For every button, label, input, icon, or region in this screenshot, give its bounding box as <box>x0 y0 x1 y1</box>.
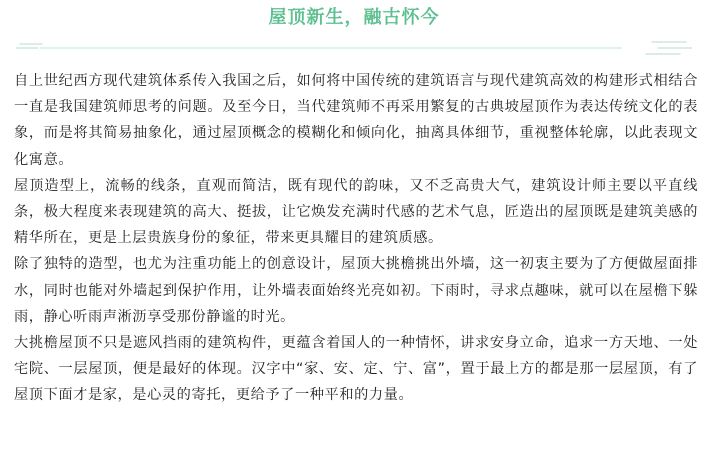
paragraph: 屋顶造型上，流畅的线条，直观而简洁，既有现代的韵味，又不乏高贵大气，建筑设计师主要以平直线条，极大程度来表现建筑的高大、挺拔，让它焕发充满时代感的艺术气息，匠造出的屋顶既是建筑美感的精华所在，更是上层贵族身份的象征，带来更具耀目的建筑质感。 <box>14 177 698 247</box>
article-title: 屋顶新生，融古怀今 <box>268 7 440 28</box>
divider-ornament-right <box>646 42 692 54</box>
title-divider <box>16 38 692 56</box>
paragraph: 自上世纪西方现代建筑体系传入我国之后，如何将中国传统的建筑语言与现代建筑高效的构建形式相结合一直是我国建筑师思考的问题。及至今日，当代建筑师不再采用繁复的古典坡屋顶作为表达传统文化的表象，而是将其简易抽象化，通过屋顶概念的模糊化和倾向化，抽离具体细节，重视整体轮廓，以此表现文化寓意。 <box>14 73 698 168</box>
divider-ornament-left <box>16 44 42 48</box>
article-body <box>14 68 698 409</box>
paragraph: 大挑檐屋顶不只是遮风挡雨的建筑构件，更蕴含着国人的一种情怀，讲求安身立命，追求一方天地、一处宅院、一层屋顶，便是最好的体现。汉字中“家、安、定、宁、富”，置于最上方的都是那一层屋顶，有了屋顶下面才是家，是心灵的寄托，更给予了一种平和的力量。 <box>14 335 698 404</box>
paragraph: 除了独特的造型，也尤为注重功能上的创意设计，屋顶大挑檐挑出外墙，这一初衷主要为了方便做屋面排水，同时也能对外墙起到保护作用，让外墙表面始终光亮如初。下雨时，寻求点趣味，就可以在屋檐下躲雨，静心听雨声淅沥享受那份静谧的时光。 <box>14 256 698 325</box>
